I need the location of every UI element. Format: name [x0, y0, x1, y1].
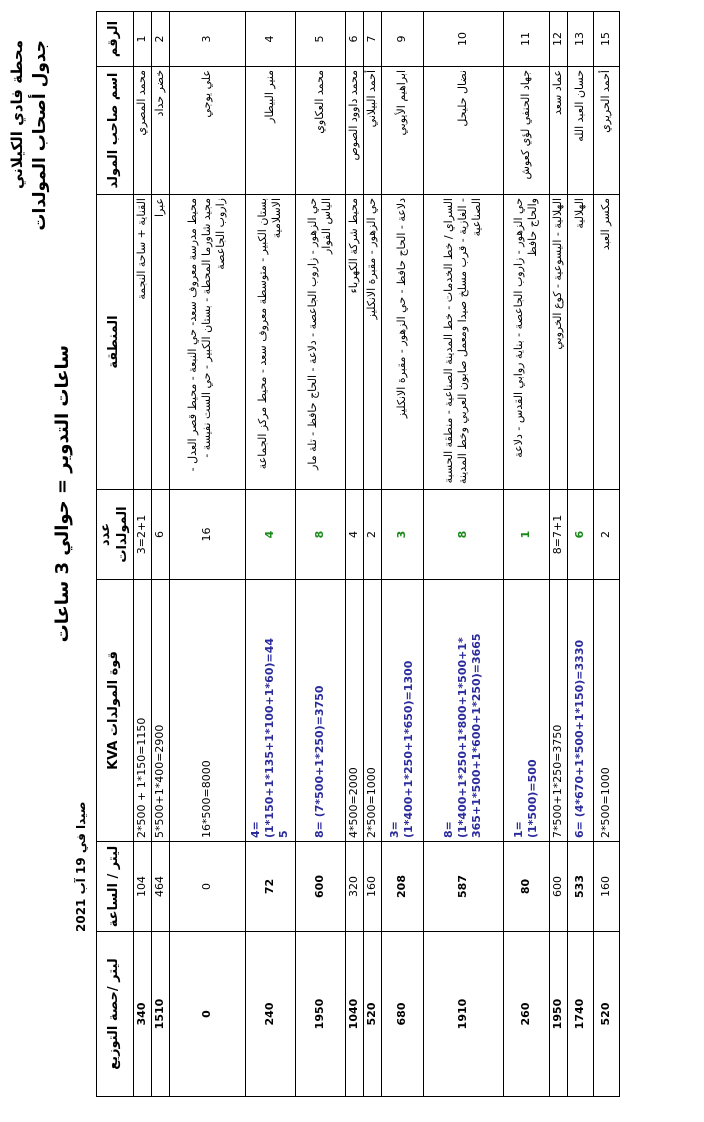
- table-body: [133, 12, 619, 1097]
- column-header-kva: قوة المولدات KVA: [97, 580, 134, 842]
- area-cell: القناية + ساحة النجمة: [133, 195, 151, 490]
- kva-power-cell: 5*500+1*400=2900: [151, 580, 169, 842]
- area-cell: حي الزهور - زاروب الجاعصة - دلاعة - الحاج حافظ - تلة مار الياس الفوار: [295, 195, 345, 490]
- table-header-row: [97, 12, 134, 1097]
- area-cell: محيط شركة الكهرباء: [345, 195, 363, 490]
- row-number-cell: 3: [169, 12, 245, 67]
- generator-count-cell: 16: [169, 490, 245, 580]
- area-cell: السراي / خط الخدمات - خط المدينة الصناعية - منطقة الحسبة - الغازية - قرب مسلخ صيدا ومعمل صابون العربي وخط المدينة الصناعية: [423, 195, 503, 490]
- table-row: [503, 12, 549, 1097]
- owner-name-cell: ابراهيم الأيوبي: [381, 67, 423, 195]
- liters-per-share-cell: 1510: [151, 932, 169, 1097]
- generator-count-cell: 2: [363, 490, 381, 580]
- liters-per-share-cell: 520: [363, 932, 381, 1097]
- owner-name-cell: حسان العبد الله: [567, 67, 593, 195]
- owner-name-cell: خضر حداد: [151, 67, 169, 195]
- liters-per-hour-cell: 160: [363, 842, 381, 932]
- generator-count-cell: 8: [295, 490, 345, 580]
- owner-name-cell: محمد العكاوي: [295, 67, 345, 195]
- owner-name-cell: أحمد الحريري: [593, 67, 619, 195]
- row-number-cell: 2: [151, 12, 169, 67]
- table-row: [169, 12, 245, 1097]
- table-row: [363, 12, 381, 1097]
- kva-power-cell: 1= (1*500)=500: [503, 580, 549, 842]
- table-row: [295, 12, 345, 1097]
- row-number-cell: 15: [593, 12, 619, 67]
- row-number-cell: 4: [245, 12, 295, 67]
- area-cell: الهلالية - اليسوعية - كوع الخروبي: [549, 195, 567, 490]
- liters-per-share-cell: 260: [503, 932, 549, 1097]
- liters-per-share-cell: 240: [245, 932, 295, 1097]
- column-header-owner: اسم صاحب المولد: [97, 67, 134, 195]
- table-row: [423, 12, 503, 1097]
- row-number-cell: 7: [363, 12, 381, 67]
- generator-count-cell: 2+1=3: [133, 490, 151, 580]
- liters-per-hour-cell: 160: [593, 842, 619, 932]
- kva-power-cell: 7*500+1*250=3750: [549, 580, 567, 842]
- liters-per-hour-cell: 72: [245, 842, 295, 932]
- generator-count-cell: 7+1=8: [549, 490, 567, 580]
- kva-power-cell: 8= (7*500+1*250)=3750: [295, 580, 345, 842]
- liters-per-share-cell: 1740: [567, 932, 593, 1097]
- area-cell: عبرا: [151, 195, 169, 490]
- liters-per-share-cell: 520: [593, 932, 619, 1097]
- table-row: [381, 12, 423, 1097]
- liters-per-hour-cell: 533: [567, 842, 593, 932]
- liters-per-hour-cell: 600: [549, 842, 567, 932]
- row-number-cell: 10: [423, 12, 503, 67]
- liters-per-share-cell: 1950: [549, 932, 567, 1097]
- table-row: [151, 12, 169, 1097]
- table-row: [549, 12, 567, 1097]
- liters-per-share-cell: 0: [169, 932, 245, 1097]
- generator-count-cell: 4: [345, 490, 363, 580]
- liters-per-hour-cell: 320: [345, 842, 363, 932]
- liters-per-share-cell: 680: [381, 932, 423, 1097]
- row-number-cell: 12: [549, 12, 567, 67]
- row-number-cell: 1: [133, 12, 151, 67]
- column-header-number: الرقم: [97, 12, 134, 67]
- liters-per-hour-cell: 208: [381, 842, 423, 932]
- table-title: جدول أصحاب المولدات: [30, 40, 50, 231]
- table-row: [133, 12, 151, 1097]
- kva-power-cell: 8= (1*400+1*250+1*800+1*500+1* 365+1*500+1*600+1*250)=3665: [423, 580, 503, 842]
- row-number-cell: 13: [567, 12, 593, 67]
- owner-name-cell: نضال حليحل: [423, 67, 503, 195]
- column-header-liters-hour: ليتر / الساعة: [97, 842, 134, 932]
- liters-per-hour-cell: 104: [133, 842, 151, 932]
- area-cell: دلاعة - الحاج حافظ - حي الزهور - مقبرة الانكليز: [381, 195, 423, 490]
- row-number-cell: 9: [381, 12, 423, 67]
- liters-per-hour-cell: 600: [295, 842, 345, 932]
- kva-power-cell: 3= (1*400+1*250+1*650)=1300: [381, 580, 423, 842]
- area-cell: حي الزهور - زاروب الجاعصة - بناية روابي القدس - دلاعة والحاج حافظ: [503, 195, 549, 490]
- owner-name-cell: أحمد البيلاني: [363, 67, 381, 195]
- column-header-liters-share: ليتر /حصة التوزيع: [97, 932, 134, 1097]
- liters-per-share-cell: 340: [133, 932, 151, 1097]
- date-line: صيدا في 19 آب 2021: [74, 801, 88, 932]
- owner-name-cell: منير البيطار: [245, 67, 295, 195]
- row-number-cell: 6: [345, 12, 363, 67]
- area-cell: محيط مدرسة معروف سعد- حي النبعة - محيط قصر العدل - مجيد شاورما المحطة - بستان الكبير - حي الست نفيسة - زاروب الجاعصة: [169, 195, 245, 490]
- column-header-count: عدد المولدات: [97, 490, 134, 580]
- liters-per-share-cell: 1910: [423, 932, 503, 1097]
- owner-name-cell: محمد داوود الصوص: [345, 67, 363, 195]
- generator-count-cell: 4: [245, 490, 295, 580]
- kva-power-cell: 6= (4*670+1*500+1*150)=3330: [567, 580, 593, 842]
- kva-power-cell: 4*500=2000: [345, 580, 363, 842]
- area-cell: حي الزهور - مقبرة الانكليز: [363, 195, 381, 490]
- owner-name-cell: علي يوجي: [169, 67, 245, 195]
- generator-count-cell: 2: [593, 490, 619, 580]
- kva-power-cell: 2*500=1000: [363, 580, 381, 842]
- table-row: [593, 12, 619, 1097]
- station-title: محطة فادي الكيلاني: [8, 40, 26, 189]
- liters-per-hour-cell: 464: [151, 842, 169, 932]
- area-cell: بستان الكبير - متوسطة معروف سعد - محيط مركز الجماعة الاسلامية: [245, 195, 295, 490]
- owner-name-cell: محمد المصري: [133, 67, 151, 195]
- kva-power-cell: 16*500=8000: [169, 580, 245, 842]
- liters-per-hour-cell: 0: [169, 842, 245, 932]
- generator-count-cell: 1: [503, 490, 549, 580]
- generator-count-cell: 6: [567, 490, 593, 580]
- owner-name-cell: جهاد الحنفي لؤي كعوش: [503, 67, 549, 195]
- table-row: [345, 12, 363, 1097]
- generators-table: [96, 11, 620, 1097]
- liters-per-share-cell: 1950: [295, 932, 345, 1097]
- liters-per-hour-cell: 80: [503, 842, 549, 932]
- row-number-cell: 5: [295, 12, 345, 67]
- kva-power-cell: 2*500 + 1*150=1150: [133, 580, 151, 842]
- table-row: [245, 12, 295, 1097]
- column-header-area: المنطقة: [97, 195, 134, 490]
- liters-per-share-cell: 1040: [345, 932, 363, 1097]
- feeding-hours-heading: ساعات التدوير = حوالي 3 ساعات: [52, 345, 73, 643]
- kva-power-cell: 2*500=1000: [593, 580, 619, 842]
- kva-power-cell: 4= (1*150+1*135+1*100+1*60)=44 5: [245, 580, 295, 842]
- liters-per-hour-cell: 587: [423, 842, 503, 932]
- generator-count-cell: 8: [423, 490, 503, 580]
- area-cell: مكسر العبد: [593, 195, 619, 490]
- generator-count-cell: 3: [381, 490, 423, 580]
- owner-name-cell: عماد سعد: [549, 67, 567, 195]
- generator-count-cell: 6: [151, 490, 169, 580]
- area-cell: الهلالية: [567, 195, 593, 490]
- row-number-cell: 11: [503, 12, 549, 67]
- table-row: [567, 12, 593, 1097]
